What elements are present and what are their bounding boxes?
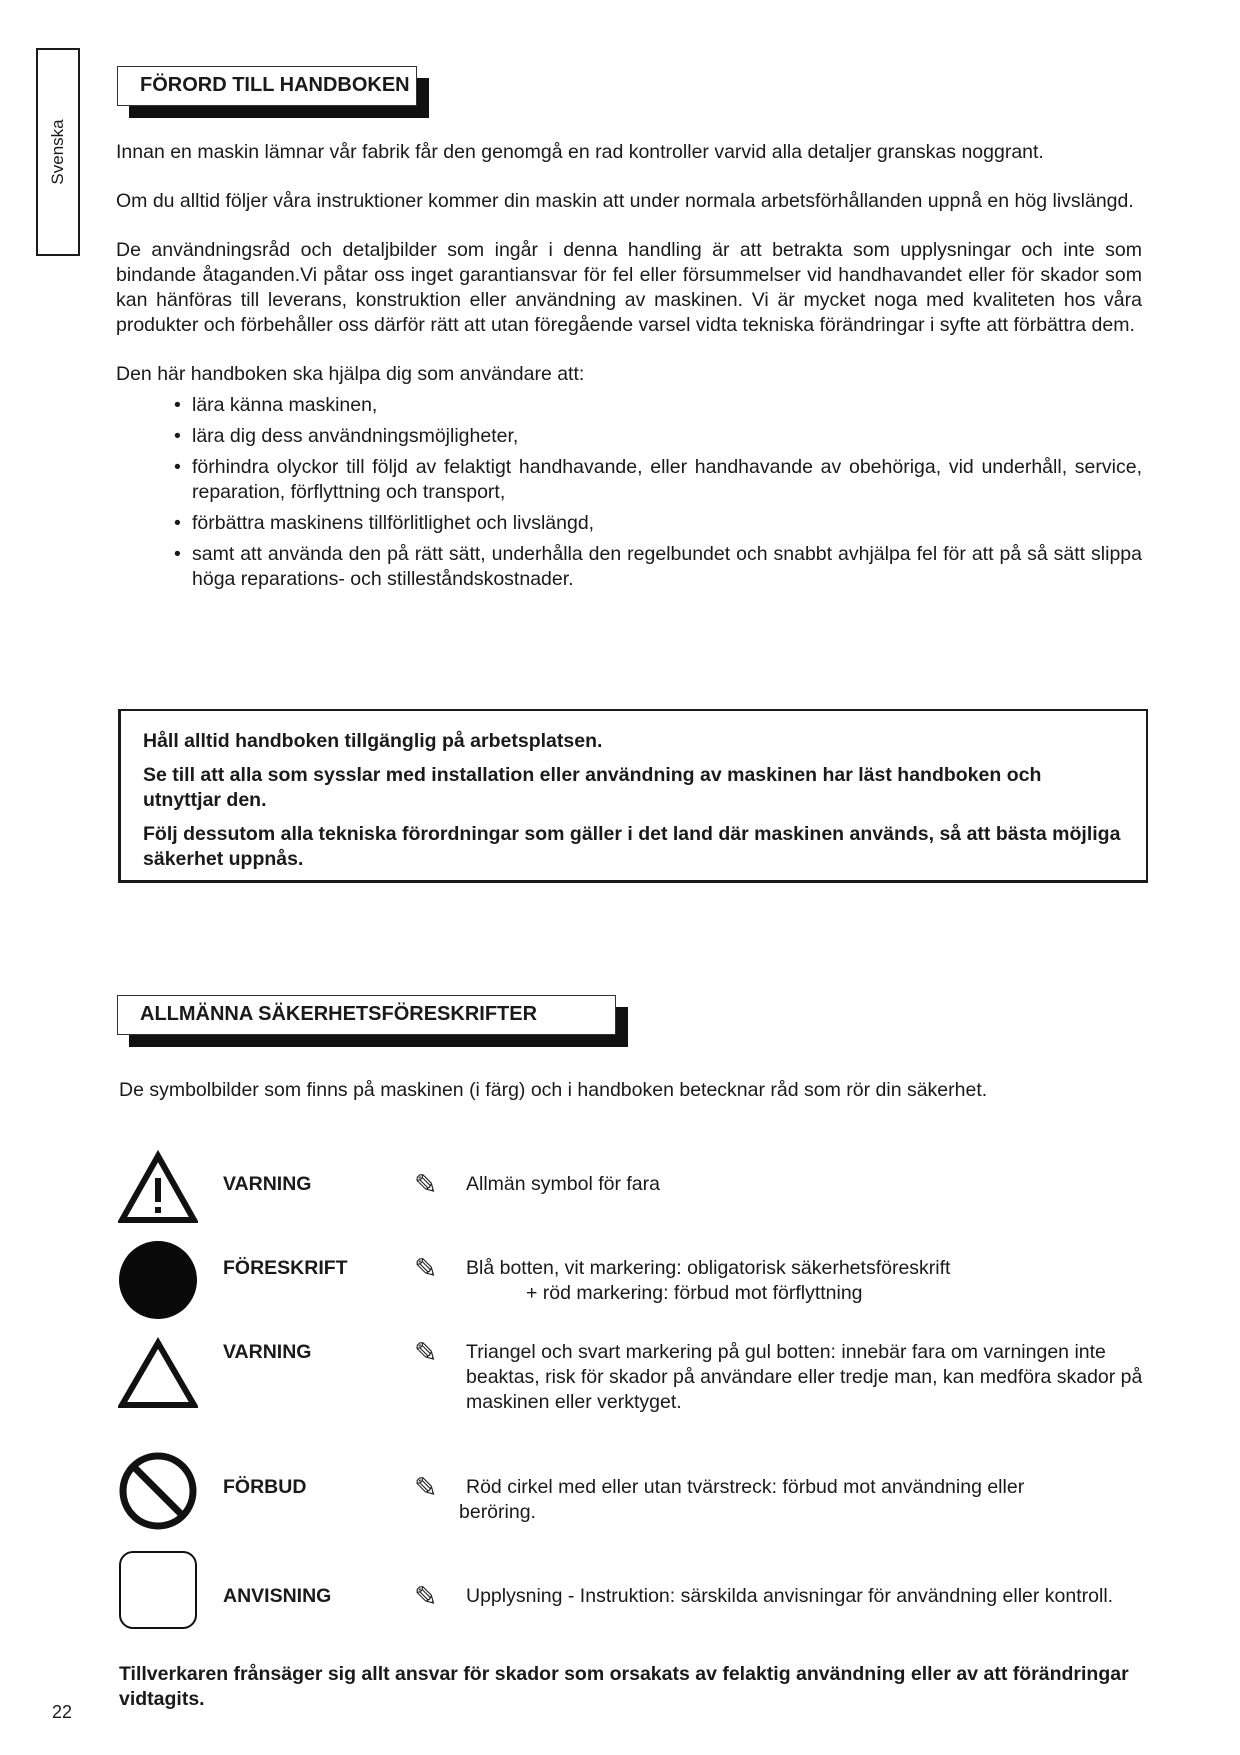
- safety-heading: [117, 995, 616, 1035]
- list-item: • lära känna maskinen,: [174, 393, 1142, 418]
- triangle-icon: [118, 1333, 198, 1413]
- preface-paragraph: De användningsråd och detaljbilder som ingår i denna handling är att betrakta som upplysningar och inte som bindande åtaganden.Vi påtar oss inget garantiansvar för fel eller försummelser vid handhavandet eller för skador som kan hänföras till leverans, konstruktion eller användning av maskinen. Vi är mycket noga med kvaliteten hos våra produkter och förbehåller oss därför rätt att utan föregående varsel vidta tekniska förändringar i syfte att förbättra dem.: [116, 239, 1142, 336]
- notice-box: [118, 709, 1148, 883]
- safety-intro: De symbolbilder som finns på maskinen (i färg) och i handboken betecknar råd som rör din säkerhet.: [119, 1079, 988, 1101]
- pencil-icon: ✎: [414, 1581, 438, 1612]
- pencil-icon: ✎: [414, 1472, 438, 1503]
- list-item: • lära dig dess användningsmöjligheter,: [174, 424, 1142, 449]
- symbol-label: VARNING: [223, 1341, 312, 1363]
- manufacturer-disclaimer: Tillverkaren frånsäger sig allt ansvar för skador som orsakats av felaktig användning eller av att förändringar vidtagits.: [119, 1663, 1129, 1710]
- pencil-icon: ✎: [414, 1169, 438, 1200]
- symbol-label: FÖRESKRIFT: [223, 1257, 348, 1279]
- symbol-description: Allmän symbol för fara: [466, 1173, 660, 1195]
- list-item: • förbättra maskinens tillförlitlighet och livslängd,: [174, 511, 1142, 536]
- symbol-description: Triangel och svart markering på gul botten: innebär fara om varningen inte beaktas, risk för skador på användare eller tredje man, kan medföra skador på maskinen eller verktyget.: [466, 1341, 1143, 1413]
- exclamation-triangle-icon: [118, 1150, 198, 1230]
- language-tab-label: Svenska: [48, 119, 67, 185]
- prohibition-icon: [118, 1451, 198, 1531]
- preface-paragraph: Innan en maskin lämnar vår fabrik får den genomgå en rad kontroller varvid alla detaljer granskas noggrant.: [116, 141, 1044, 163]
- symbol-description: Röd cirkel med eller utan tvärstreck: förbud mot användning eller beröring.: [459, 1476, 1025, 1523]
- pencil-icon: ✎: [414, 1337, 438, 1368]
- pencil-icon: ✎: [414, 1253, 438, 1284]
- symbol-description: Upplysning - Instruktion: särskilda anvisningar för användning eller kontroll.: [466, 1585, 1114, 1607]
- rounded-square-icon: [118, 1550, 198, 1630]
- symbol-label: ANVISNING: [223, 1585, 332, 1607]
- list-item: • samt att använda den på rätt sätt, underhålla den regelbundet och snabbt avhjälpa fel för att på så sätt slippa höga reparations- och stilleståndskostnader.: [174, 542, 1142, 592]
- preface-body: [116, 140, 1142, 598]
- notice-line: Följ dessutom alla tekniska förordningar som gäller i det land där maskinen används, så att bästa möjliga säkerhet uppnås.: [143, 823, 1121, 870]
- notice-line: Håll alltid handboken tillgänglig på arbetsplatsen.: [143, 730, 603, 752]
- preface-paragraph: Om du alltid följer våra instruktioner kommer din maskin att under normala arbetsförhållanden uppnå en hög livslängd.: [116, 190, 1134, 212]
- list-item: • förhindra olyckor till följd av felaktigt handhavande, eller handhavande av obehöriga, vid underhåll, service, reparation, förflyttning och transport,: [174, 455, 1142, 505]
- notice-line: Se till att alla som sysslar med installation eller användning av maskinen har läst handboken och utnyttjar den.: [143, 764, 1042, 811]
- filled-circle-icon: [118, 1240, 198, 1320]
- page-number: 22: [52, 1702, 73, 1722]
- language-tab: [36, 48, 80, 256]
- preface-bullet-list: [116, 393, 1142, 592]
- preface-paragraph: Den här handboken ska hjälpa dig som användare att:: [116, 363, 585, 385]
- symbol-label: FÖRBUD: [223, 1476, 307, 1498]
- preface-heading: [117, 66, 417, 106]
- symbol-description: Blå botten, vit markering: obligatorisk säkerhetsföreskrift + röd markering: förbud mot förflyttning: [466, 1257, 951, 1304]
- preface-heading-text: FÖRORD TILL HANDBOKEN: [117, 66, 417, 106]
- symbol-label: VARNING: [223, 1173, 312, 1195]
- safety-heading-text: ALLMÄNNA SÄKERHETSFÖRESKRIFTER: [117, 995, 616, 1035]
